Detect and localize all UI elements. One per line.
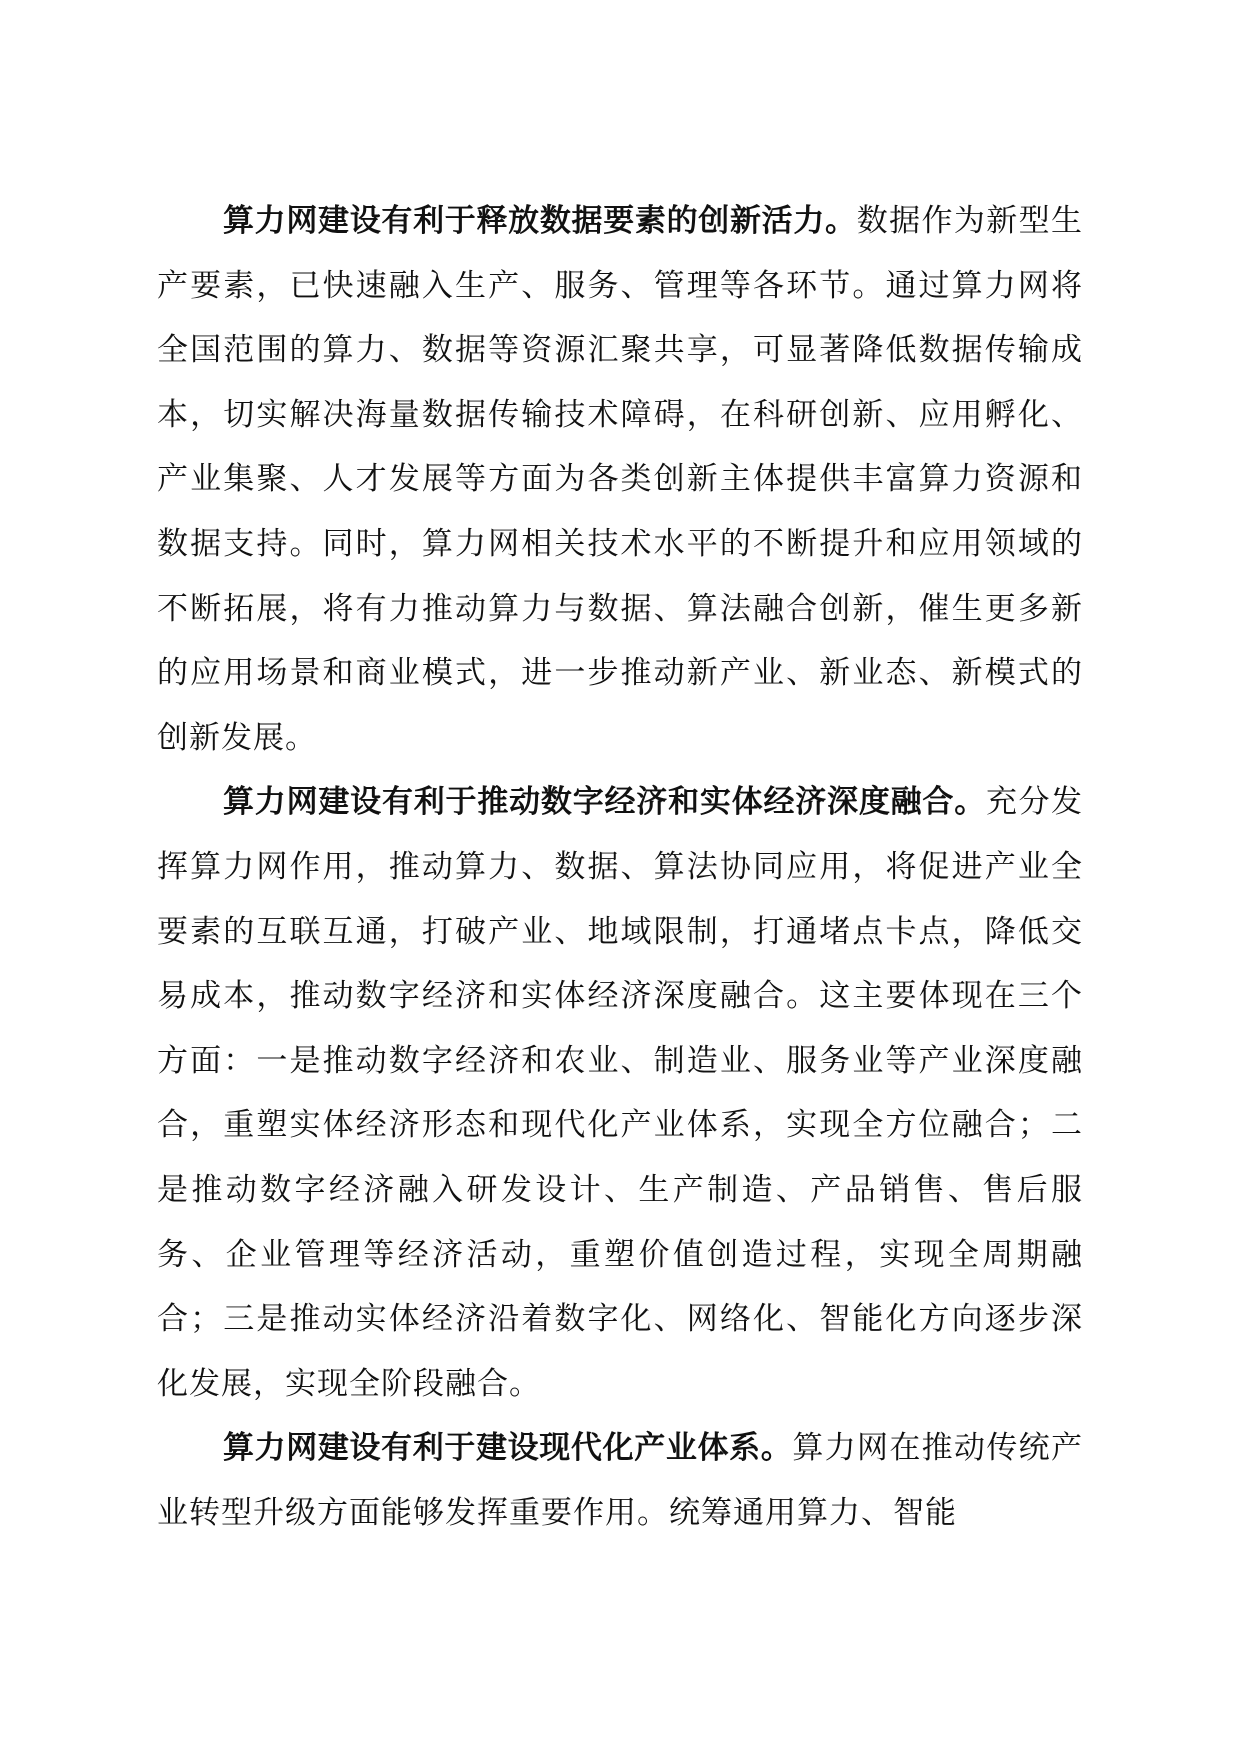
paragraph-data-innovation: [157, 189, 1083, 770]
paragraph-text: 数据作为新型生产要素，已快速融入生产、服务、管理等各环节。通过算力网将全国范围的算力、数据等资源汇聚共享，可显著降低数据传输成本，切实解决海量数据传输技术障碍，在科研创新、应用孵化、产业集聚、人才发展等方面为各类创新主体提供丰富算力资源和数据支持。同时，算力网相关技术水平的不断提升和应用领域的不断拓展，将有力推动算力与数据、算法融合创新，催生更多新的应用场景和商业模式，进一步推动新产业、新业态、新模式的创新发展。: [157, 203, 1084, 756]
paragraph-heading: 算力网建设有利于推动数字经济和实体经济深度融合。: [223, 784, 987, 821]
document-body: [157, 189, 1083, 1545]
paragraph-heading: 算力网建设有利于建设现代化产业体系。: [223, 1430, 793, 1467]
paragraph-economy-integration: [157, 770, 1083, 1416]
paragraph-heading: 算力网建设有利于释放数据要素的创新活力。: [223, 203, 857, 239]
paragraph-text: 充分发挥算力网作用，推动算力、数据、算法协同应用，将促进产业全要素的互联互通，打破产业、地域限制，打通堵点卡点，降低交易成本，推动数字经济和实体经济深度融合。这主要体现在三个方面：一是推动数字经济和农业、制造业、服务业等产业深度融合，重塑实体经济形态和现代化产业体系，实现全方位融合；二是推动数字经济融入研发设计、生产制造、产品销售、售后服务、企业管理等经济活动，重塑价值创造过程，实现全周期融合；三是推动实体经济沿着数字化、网络化、智能化方向逐步深化发展，实现全阶段融合。: [157, 784, 1083, 1402]
paragraph-industrial-system: [157, 1416, 1083, 1545]
paragraph-text: 算力网在推动传统产业转型升级方面能够发挥重要作用。统筹通用算力、智能: [157, 1430, 1084, 1531]
